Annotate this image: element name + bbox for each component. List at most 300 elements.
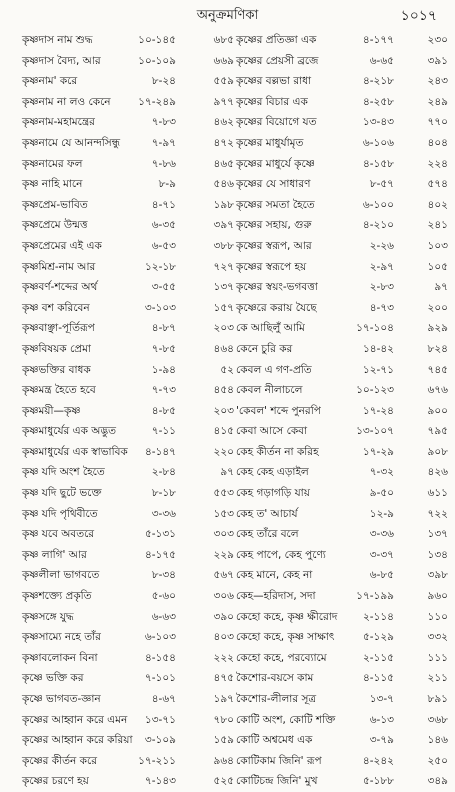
index-entry <box>22 112 234 133</box>
entry-reference: ৮-৩৪ <box>151 569 176 582</box>
entry-text: কেহ পাপে, কেহ পুণ্যে <box>236 548 326 561</box>
index-entry <box>236 648 448 669</box>
entry-page: ৯৬৪ <box>213 754 234 767</box>
entry-reference: ৪-৮৭ <box>151 322 176 335</box>
entry-page: ৪০৩ <box>213 631 234 644</box>
index-entry <box>236 174 448 195</box>
entry-reference: ৬-৬৩ <box>151 610 176 623</box>
entry-text: কৃষ্ণের বিচার এক <box>236 95 308 108</box>
index-entry <box>22 710 234 731</box>
entry-reference: ১-৯৪ <box>151 363 176 376</box>
entry-page: ১৯৮ <box>213 198 234 211</box>
entry-page: ১৩৭ <box>427 528 448 541</box>
entry-reference: ১৪-৪২ <box>362 342 394 355</box>
index-entry <box>22 174 234 195</box>
entry-reference: ৭-৮৩ <box>151 116 176 129</box>
entry-text: কৃষ্ণের স্বরূপে হয় <box>236 260 307 273</box>
entry-page: ৯৬০ <box>427 590 448 603</box>
index-entry <box>236 442 448 463</box>
index-entry <box>22 524 234 545</box>
index-entry <box>22 133 234 154</box>
entry-reference: ৩-৩৭ <box>369 548 394 561</box>
index-entry <box>22 401 234 422</box>
index-entry <box>22 421 234 442</box>
entry-text: কৃষ্ণের যে সাধারণ <box>236 178 311 191</box>
entry-reference: ৩-৭৯ <box>369 734 394 747</box>
entry-reference: ৩-১০৩ <box>144 301 176 314</box>
index-entry <box>236 462 448 483</box>
index-entry <box>236 133 448 154</box>
entry-reference: ৬-১০৩ <box>144 631 176 644</box>
entry-text: কৃষ্ণবর্ণ-শব্দের অর্থ <box>22 281 98 294</box>
index-entry <box>22 689 234 710</box>
entry-page: ২০৩ <box>213 404 234 417</box>
entry-text: কৃষ্ণ যদি অংশ হৈতে <box>22 466 105 479</box>
entry-text: কেহ মানে, কেহ না <box>236 569 313 582</box>
index-entry <box>236 771 448 792</box>
entry-reference: ৪-১১৫ <box>362 672 394 685</box>
index-entry <box>22 668 234 689</box>
entry-text: কে আছিলুঁ আমি <box>236 322 305 335</box>
entry-reference: ১০-১০৯ <box>138 54 176 67</box>
entry-text: কেহো কহে, পরব্যোমে <box>236 651 327 664</box>
entry-reference: ১৭-২১১ <box>138 754 176 767</box>
entry-text: কৃষ্ণের আহ্বান করে এমন <box>22 713 128 726</box>
entry-page: ৩৯৭ <box>213 219 234 232</box>
entry-text: কোটিকাম জিনি' রূপ <box>236 754 322 767</box>
entry-reference: ৬-১০৬ <box>362 136 394 149</box>
entry-text: কৃষ্ণবাঞ্ছা-পূর্তিরূপ <box>22 322 95 335</box>
entry-reference: ৬-৫৩ <box>151 239 176 252</box>
index-entry <box>22 730 234 751</box>
entry-text: কেহ তাঁরে বলে <box>236 528 299 541</box>
entry-text: কেহো কহে, কৃষ্ণ সাক্ষাৎ <box>236 631 335 644</box>
page-number: ১০১৭ <box>400 8 437 24</box>
entry-page: ৪০৪ <box>427 136 448 149</box>
entry-page: ৭২২ <box>427 507 448 520</box>
entry-page: ১৩৪ <box>427 548 448 561</box>
entry-page: ২২৪ <box>427 157 448 170</box>
entry-reference: ৪-১৪৭ <box>144 445 176 458</box>
index-entry <box>236 504 448 525</box>
index-entry <box>236 607 448 628</box>
index-entry <box>22 771 234 792</box>
entry-page: ৭৭০ <box>427 116 448 129</box>
entry-text: কৃষ্ণবিষয়ক প্রেমা <box>22 342 91 355</box>
entry-text: কৃষ্ণভক্তির বাধক <box>22 363 91 376</box>
index-entry <box>236 339 448 360</box>
entry-page: ২৪৯ <box>427 95 448 108</box>
entry-text: কৃষ্ণনাম' করে <box>22 75 78 88</box>
entry-page: ৭৯৫ <box>427 425 448 438</box>
entry-text: কৃষ্ণের স্বরূপ, আর <box>236 239 312 252</box>
entry-page: ৭৪৫ <box>427 363 448 376</box>
entry-text: কোটিচন্দ্র জিনি' মুখ <box>236 775 318 788</box>
entry-text: কৃষ্ণশক্ত্যে প্রকৃতি <box>22 590 92 603</box>
entry-page: ১১১ <box>427 651 448 664</box>
entry-text: কোটি অংশ, কোটি শক্তি <box>236 713 336 726</box>
index-entry <box>22 277 234 298</box>
entry-reference: ৬-১০০ <box>362 198 394 211</box>
entry-page: ৪৬৫ <box>213 157 234 170</box>
entry-text: কেহ কেহ এড়াইল <box>236 466 309 479</box>
index-entry <box>236 730 448 751</box>
entry-text: কৈশোর-লীলার সূত্র <box>236 693 317 705</box>
entry-reference: ৪-১৫৪ <box>144 651 176 664</box>
index-entry <box>236 195 448 216</box>
entry-page: ৯৭৭ <box>213 95 234 108</box>
entry-reference: ১৩-৭ <box>369 693 394 705</box>
index-entry <box>236 401 448 422</box>
entry-reference: ৭-৯৭ <box>151 136 176 149</box>
index-entry <box>22 195 234 216</box>
index-entry <box>236 421 448 442</box>
index-entry <box>22 380 234 401</box>
entry-page: ২২০ <box>213 445 234 458</box>
index-entry <box>236 298 448 319</box>
index-entry <box>236 92 448 113</box>
entry-page: ১৫৩ <box>213 507 234 520</box>
entry-reference: ২-৯৭ <box>369 260 394 273</box>
entry-page: ১০৩ <box>427 239 448 252</box>
entry-reference: ২-২৬ <box>369 239 394 252</box>
entry-reference: ১০-১৪৫ <box>138 34 176 46</box>
entry-page: ৫৭৪ <box>427 178 448 191</box>
entry-reference: ১২-১৮ <box>144 260 176 273</box>
entry-text: কৃষ্ণমাধুর্যের এক স্বাভাবিক <box>22 445 128 458</box>
entry-text: কৃষ্ণেরে করায় যৈছে <box>236 301 317 314</box>
entry-reference: ২-১১৪ <box>362 610 394 623</box>
entry-reference: ৯-৫০ <box>369 487 394 500</box>
index-entry <box>22 30 234 51</box>
entry-reference: ১৭-২৯ <box>362 445 394 458</box>
entry-text: কৃষ্ণ যদি ছুটে ভক্তে <box>22 487 102 500</box>
entry-reference: ২-৮৪ <box>151 466 176 479</box>
entry-page: ৮৯১ <box>427 693 448 705</box>
entry-text: কৃষ্ণনামের ফল <box>22 157 83 170</box>
entry-reference: ৪-৭৩ <box>369 301 394 314</box>
index-entry <box>22 607 234 628</box>
entry-text: কৃষ্ণলীলা ভাগবতে <box>22 569 100 582</box>
entry-reference: ২-৮৩ <box>369 281 394 294</box>
entry-page: ৪৬২ <box>213 116 234 129</box>
entry-text: কেনে চুরি কর <box>236 342 293 355</box>
index-entry <box>22 483 234 504</box>
entry-text: কৃষ্ণপ্রেম-ভাবিত <box>22 198 88 211</box>
entry-reference: ৩-৩৬ <box>369 528 394 541</box>
entry-reference: ৫-১২৯ <box>362 631 394 644</box>
entry-page: ৩৯৮ <box>427 569 448 582</box>
entry-page: ৫৬৭ <box>213 569 234 582</box>
index-entry <box>236 257 448 278</box>
entry-text: কৃষ্ণনামে যে আনন্দসিন্ধু <box>22 136 121 149</box>
entry-page: ৮২৪ <box>427 342 448 355</box>
entry-page: ৩৬৮ <box>427 713 448 726</box>
entry-page: ১৪৬ <box>427 734 448 747</box>
left-column <box>22 30 234 792</box>
entry-page: ৩৩২ <box>427 631 448 644</box>
entry-reference: ৫-১৮৮ <box>362 775 394 788</box>
index-entry <box>236 112 448 133</box>
entry-page: ২৪৩ <box>427 75 448 88</box>
entry-page: ২৫০ <box>427 754 448 767</box>
entry-text: কৃষ্ণদাস বৈদ্য, আর <box>22 54 101 67</box>
index-entry <box>236 30 448 51</box>
entry-page: ৪৭২ <box>213 136 234 149</box>
entry-page: ৪৬৪ <box>213 342 234 355</box>
entry-reference: ৩-৩৬ <box>151 507 176 520</box>
right-column <box>236 30 448 792</box>
entry-text: কৃষ্ণে ভক্তি কর <box>22 672 84 685</box>
entry-reference: ১২-৭১ <box>362 363 394 376</box>
index-entry <box>236 236 448 257</box>
entry-text: কৃষ্ণ যবে অবতরে <box>22 528 95 541</box>
entry-text: কৃষ্ণনাম না লও কেনে <box>22 95 111 108</box>
entry-page: ৯০০ <box>427 404 448 417</box>
index-entry <box>22 504 234 525</box>
entry-page: ৩৮৮ <box>213 239 234 252</box>
entry-reference: ৮-২৪ <box>151 75 176 88</box>
entry-page: ২০৩ <box>213 322 234 335</box>
index-entry <box>236 380 448 401</box>
index-entry <box>236 668 448 689</box>
entry-page: ৩৪৯ <box>427 775 448 788</box>
entry-page: ৩৯০ <box>213 610 234 623</box>
page-title: অনুক্রমণিকা <box>196 8 259 23</box>
entry-text: কোটি অশ্বমেধ এক <box>236 734 313 747</box>
entry-reference: ৮-৯ <box>158 178 176 191</box>
entry-text: কৃষ্ণদাস নাম শুদ্ধ <box>22 34 93 46</box>
entry-text: কৃষ্ণমাধুর্যের এক অদ্ভুত <box>22 425 116 438</box>
entry-page: ৪৭৫ <box>213 672 234 685</box>
entry-text: কৃষ্ণের সমতা হৈতে <box>236 198 315 211</box>
entry-reference: ৭-১৪৩ <box>144 775 176 788</box>
entry-text: কৃষ্ণের প্রতিজ্ঞা এক <box>236 34 317 46</box>
entry-page: ৯২৯ <box>427 322 448 335</box>
entry-text: কৃষ্ণের আহ্বান করে করিয়া <box>22 734 133 747</box>
entry-page: ১০৫ <box>427 260 448 273</box>
entry-page: ২০০ <box>427 301 448 314</box>
entry-page: ৩৯১ <box>427 54 448 67</box>
entry-text: কৃষ্ণে ভাগবত-জ্ঞান <box>22 693 101 705</box>
entry-text: কেহ ত' আচার্য <box>236 507 298 520</box>
entry-text: কৃষ্ণের মাধুর্যে কৃষ্ণে <box>236 157 315 170</box>
index-entry <box>236 545 448 566</box>
index-entry <box>236 689 448 710</box>
entry-text: কৃষ্ণের সহায়, গুরু <box>236 219 312 232</box>
entry-text: কেবল এ গণ-প্রতি <box>236 363 312 376</box>
index-columns <box>0 30 455 788</box>
index-entry <box>22 586 234 607</box>
entry-text: কৃষ্ণ যদি পৃথিবীতে <box>22 507 98 520</box>
entry-text: কৃষ্ণের মাধুর্যামৃত <box>236 136 304 149</box>
index-entry <box>22 236 234 257</box>
entry-text: কৃষ্ণসঙ্গে যুদ্ধ <box>22 610 74 623</box>
entry-text: 'কেবল' শব্দে পুনরপি <box>236 404 321 417</box>
entry-page: ১৫৯ <box>213 734 234 747</box>
entry-text: কৃষ্ণের প্রেয়সী ব্রজে <box>236 54 319 67</box>
entry-page: ৬৬৯ <box>213 54 234 67</box>
index-entry <box>236 277 448 298</box>
index-entry <box>236 751 448 772</box>
entry-text: কৃষ্ণের বল্লভা রাধা <box>236 75 312 88</box>
entry-reference: ১২-৯ <box>369 507 394 520</box>
entry-reference: ১৩-৪৩ <box>362 116 394 129</box>
entry-reference: ১৭-২৪ <box>362 404 394 417</box>
entry-page: ২৩০ <box>427 34 448 46</box>
index-entry <box>22 442 234 463</box>
entry-text: কৃষ্ণের স্বয়ং-ভগবত্তা <box>236 281 318 294</box>
entry-page: ৭৮০ <box>213 713 234 726</box>
entry-reference: ১৭-১০৪ <box>356 322 394 335</box>
index-entry <box>22 565 234 586</box>
entry-reference: ১৭-২৪৯ <box>138 95 176 108</box>
index-entry <box>22 257 234 278</box>
entry-page: ১৯৭ <box>213 693 234 705</box>
index-entry <box>22 648 234 669</box>
entry-reference: ৪-২৫৮ <box>362 95 394 108</box>
entry-reference: ৬-৮৫ <box>369 569 394 582</box>
index-entry <box>236 524 448 545</box>
entry-reference: ৪-৭১ <box>151 198 176 211</box>
entry-reference: ৮-১৮ <box>151 487 176 500</box>
entry-reference: ৪-৮৫ <box>151 404 176 417</box>
index-entry <box>22 298 234 319</box>
index-entry <box>236 215 448 236</box>
entry-text: কৃষ্ণনাম-মহামন্ত্রের <box>22 116 95 129</box>
index-entry <box>22 318 234 339</box>
entry-reference: ৩-৫৫ <box>151 281 176 294</box>
entry-reference: ৭-৮৫ <box>151 342 176 355</box>
entry-reference: ৫-১৩১ <box>144 528 176 541</box>
index-entry <box>236 154 448 175</box>
entry-reference: ৪-২৪২ <box>362 754 394 767</box>
entry-text: কৃষ্ণের চরণে হয় <box>22 775 89 788</box>
index-entry <box>236 71 448 92</box>
entry-reference: ৪-১৭৭ <box>362 34 394 46</box>
entry-reference: ৬-৬৫ <box>369 54 394 67</box>
entry-text: কেহ কীর্তন না করিহ <box>236 445 319 458</box>
entry-text: কেহ—হরিদাস, সদা <box>236 590 316 603</box>
entry-page: ৪০২ <box>427 198 448 211</box>
entry-page: ৪২৬ <box>427 466 448 479</box>
entry-page: ৫২ <box>220 363 234 376</box>
entry-page: ৫৫৩ <box>213 487 234 500</box>
entry-reference: ৭-১১ <box>151 425 176 438</box>
entry-text: কেহ গড়াগড়ি যায় <box>236 487 310 500</box>
entry-page: ৪১৫ <box>213 425 234 438</box>
entry-page: ১১০ <box>427 610 448 623</box>
index-entry <box>236 360 448 381</box>
index-entry <box>22 360 234 381</box>
entry-reference: ১৩-৭১ <box>144 713 176 726</box>
index-entry <box>22 92 234 113</box>
entry-reference: ৪-১৭৫ <box>144 548 176 561</box>
entry-reference: ৪-৬৭ <box>151 693 176 705</box>
entry-page: ২৪১ <box>427 219 448 232</box>
entry-page: ৭২৭ <box>213 260 234 273</box>
index-entry <box>22 51 234 72</box>
entry-page: ৫২৫ <box>213 775 234 788</box>
entry-page: ৯০৮ <box>427 445 448 458</box>
entry-reference: ৪-২১৮ <box>362 75 394 88</box>
index-entry <box>236 710 448 731</box>
entry-page: ৫৪৬ <box>213 178 234 191</box>
entry-page: ৬৮৫ <box>213 34 234 46</box>
entry-reference: ৪-২১০ <box>362 219 394 232</box>
entry-text: কৃষ্ণময়ী—কৃষ্ণ <box>22 404 81 417</box>
entry-text: কৃষ্ণসাম্যে নহে তাঁর <box>22 631 101 644</box>
entry-reference: ৮-৫৭ <box>369 178 394 191</box>
entry-text: কৃষ্ণ লাগি' আর <box>22 548 87 561</box>
entry-text: কৈশোর-বয়সে কাম <box>236 672 314 685</box>
entry-page: ১৫৭ <box>213 301 234 314</box>
entry-text: কেহো কহে, কৃষ্ণ ক্ষীরোদ <box>236 610 338 623</box>
entry-text: কেবল নীলাচলে <box>236 384 303 397</box>
entry-page: ২১১ <box>427 672 448 685</box>
index-entry <box>22 339 234 360</box>
entry-text: কৃষ্ণাবলোকন বিনা <box>22 651 98 664</box>
entry-reference: ৭-১০১ <box>144 672 176 685</box>
entry-page: ৯৭ <box>434 281 448 294</box>
entry-page: ৪৫৪ <box>213 384 234 397</box>
entry-reference: ৬-৩৫ <box>151 219 176 232</box>
entry-page: ৬১১ <box>427 487 448 500</box>
entry-page: ১৩৭ <box>213 281 234 294</box>
entry-text: কৃষ্ণ নাহি মানে <box>22 178 83 191</box>
entry-text: কৃষ্ণমিশ্র-নাম আর <box>22 260 96 273</box>
index-entry <box>236 627 448 648</box>
entry-page: ২২২ <box>213 651 234 664</box>
index-entry <box>236 318 448 339</box>
entry-page: ৫৫৯ <box>213 75 234 88</box>
entry-page: ৯৭ <box>220 466 234 479</box>
entry-text: কৃষ্ণ বশ করিবেন <box>22 301 90 314</box>
index-entry <box>236 565 448 586</box>
entry-reference: ৬-১৩ <box>369 713 394 726</box>
entry-text: কৃষ্ণের বিয়োগে যত <box>236 116 317 129</box>
entry-text: কৃষ্ণমন্ত্র হৈতে হবে <box>22 384 96 397</box>
entry-text: কৃষ্ণপ্রেমে উন্মত্ত <box>22 219 88 232</box>
entry-text: কৃষ্ণপ্রেমের এই এক <box>22 239 102 252</box>
entry-reference: ১০-১২৩ <box>356 384 394 397</box>
index-entry <box>22 462 234 483</box>
index-entry <box>236 51 448 72</box>
index-entry <box>22 627 234 648</box>
index-entry <box>22 215 234 236</box>
entry-page: ২২৯ <box>213 548 234 561</box>
entry-reference: ৪-১৫৮ <box>362 157 394 170</box>
entry-reference: ৩-১০৯ <box>144 734 176 747</box>
entry-text: কেবা আসে কেবা <box>236 425 308 438</box>
index-entry <box>236 586 448 607</box>
entry-page: ৬৭৬ <box>427 384 448 397</box>
entry-reference: ৭-৩২ <box>369 466 394 479</box>
index-entry <box>22 154 234 175</box>
entry-text: কৃষ্ণের কীর্তন করে <box>22 754 97 767</box>
entry-reference: ১৩-১০৭ <box>356 425 394 438</box>
entry-page: ৩০৬ <box>213 590 234 603</box>
entry-reference: ২-১১৫ <box>362 651 394 664</box>
entry-reference: ৭-৭৩ <box>151 384 176 397</box>
entry-reference: ৫-৬০ <box>151 590 176 603</box>
index-entry <box>22 545 234 566</box>
index-entry <box>22 751 234 772</box>
index-entry <box>22 71 234 92</box>
entry-reference: ৭-৮৬ <box>151 157 176 170</box>
entry-reference: ১৭-১৯৯ <box>356 590 394 603</box>
entry-page: ৩০৩ <box>213 528 234 541</box>
